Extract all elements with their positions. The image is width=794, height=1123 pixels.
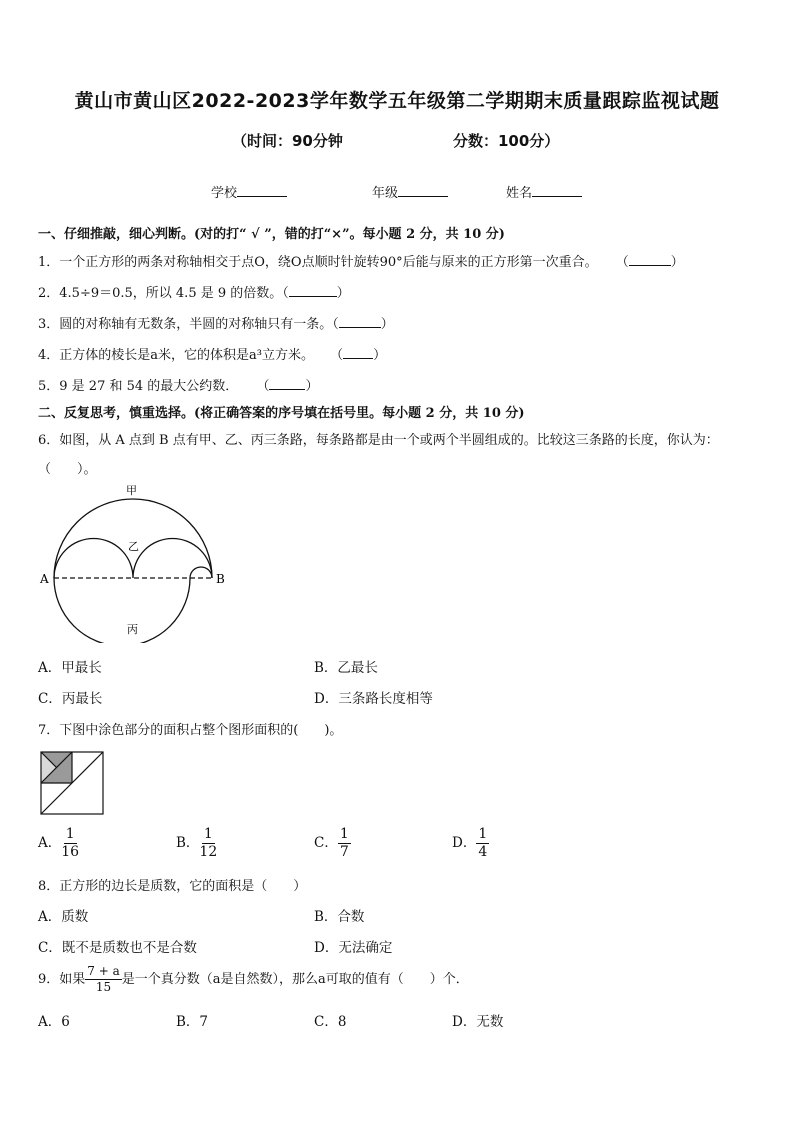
name-field [506, 182, 582, 201]
grade-field [372, 182, 448, 201]
grade-blank[interactable] [398, 184, 448, 197]
q7-option-a[interactable]: A． $\frac{1}{16}$ [38, 826, 80, 860]
question-2-text: 2．4.5÷9＝0.5，所以 4.5 是 9 的倍数。 [38, 286, 283, 301]
q2-answer-blank[interactable] [289, 284, 337, 297]
section2-heading: 二、反复思考，慎重选择。(将正确答案的序号填在括号里。每小题 2 分，共 10 分) [38, 406, 525, 421]
q9-option-d[interactable]: D．无数 [452, 1014, 504, 1030]
label-b: B [216, 572, 225, 586]
q7-option-b[interactable]: B． $\frac{1}{12}$ [176, 826, 218, 860]
q7-option-b-fraction: $\frac{1}{12}$ [199, 826, 218, 860]
q1-answer-blank[interactable] [629, 253, 671, 266]
q5-answer-blank[interactable] [269, 377, 305, 390]
question-5: 5．9 是 27 和 54 的最大公约数． （ ） [38, 379, 319, 394]
q9-option-c[interactable]: C．8 [314, 1014, 347, 1030]
question-9-stem: 9．如果 $\frac{7 + a}{15}$ 是一个真分数（a是自然数），那么a可取的值有（ ）个． [38, 964, 469, 994]
q6-option-c[interactable]: C．丙最长 [38, 691, 103, 707]
q7-option-c[interactable]: C． $\frac{1}{7}$ [314, 826, 349, 860]
q9-option-b[interactable]: B．7 [176, 1014, 209, 1030]
exam-score: 分数：100分） [453, 132, 560, 150]
school-blank[interactable] [237, 184, 287, 197]
q8-option-c[interactable]: C．既不是质数也不是合数 [38, 940, 197, 956]
label-yi: 乙 [128, 540, 139, 553]
q6-option-b[interactable]: B．乙最长 [314, 660, 378, 676]
label-jia: 甲 [126, 484, 137, 497]
page-title: 黄山市黄山区2022-2023学年数学五年级第二学期期末质量跟踪监视试题 [74, 90, 720, 112]
question-3: 3．圆的对称轴有无数条，半圆的对称轴只有一条。（ ） [38, 317, 394, 332]
section1-heading: 一、仔细推敲，细心判断。(对的打“ √ ”，错的打“×”。每小题 2 分，共 10 分) [38, 227, 505, 242]
question-4-text: 4．正方体的棱长是a米，它的体积是a³立方米。 [38, 348, 314, 363]
question-1: 1．一个正方形的两条对称轴相交于点O，绕O点顺时针旋转90°后能与原来的正方形第一次重合。 （ ） [38, 255, 684, 270]
question-8-stem: 8．正方形的边长是质数，它的面积是（ ） [38, 879, 307, 894]
label-bing: 丙 [127, 623, 138, 636]
q8-option-b[interactable]: B．合数 [314, 909, 365, 925]
q7-shaded-square-figure [40, 751, 104, 815]
question-2: 2．4.5÷9＝0.5，所以 4.5 是 9 的倍数。（ ） [38, 286, 350, 301]
question-7-stem: 7．下图中涂色部分的面积占整个图形面积的( )。 [38, 723, 343, 738]
grade-label: 年级 [372, 186, 399, 201]
question-4: 4．正方体的棱长是a米，它的体积是a³立方米。 （ ） [38, 348, 387, 363]
exam-time: （时间：90分钟 [232, 132, 343, 150]
q3-answer-blank[interactable] [339, 315, 381, 328]
question-1-text: 1．一个正方形的两条对称轴相交于点O，绕O点顺时针旋转90°后能与原来的正方形第一次重合。 [38, 255, 598, 270]
label-a: A [40, 572, 49, 586]
question-6-answer-paren: （ ）。 [38, 462, 97, 477]
question-3-text: 3．圆的对称轴有无数条，半圆的对称轴只有一条。 [38, 317, 333, 332]
q6-option-a[interactable]: A．甲最长 [38, 660, 102, 676]
name-label: 姓名 [506, 186, 533, 201]
q7-option-d-fraction: $\frac{1}{4}$ [478, 826, 488, 860]
q9-option-a[interactable]: A．6 [38, 1014, 70, 1030]
q4-answer-blank[interactable] [343, 346, 373, 359]
question-5-text: 5．9 是 27 和 54 的最大公约数． [38, 379, 239, 394]
q9-fraction: $\frac{7 + a}{15}$ [87, 964, 120, 994]
question-6-stem: 6．如图，从 A 点到 B 点有甲、乙、丙三条路，每条路都是由一个或两个半圆组成的。比较这三条路的长度，你认为： [38, 433, 719, 448]
q7-option-d[interactable]: D． $\frac{1}{4}$ [452, 826, 488, 860]
q7-option-c-fraction: $\frac{1}{7}$ [339, 826, 349, 860]
q7-option-a-fraction: $\frac{1}{16}$ [61, 826, 80, 860]
q6-option-d[interactable]: D．三条路长度相等 [314, 691, 433, 707]
q8-option-d[interactable]: D．无法确定 [314, 940, 393, 956]
q6-semicircle-figure [30, 478, 240, 643]
school-field [211, 182, 287, 201]
name-blank[interactable] [532, 184, 582, 197]
q8-option-a[interactable]: A．质数 [38, 909, 89, 925]
school-label: 学校 [211, 186, 238, 201]
